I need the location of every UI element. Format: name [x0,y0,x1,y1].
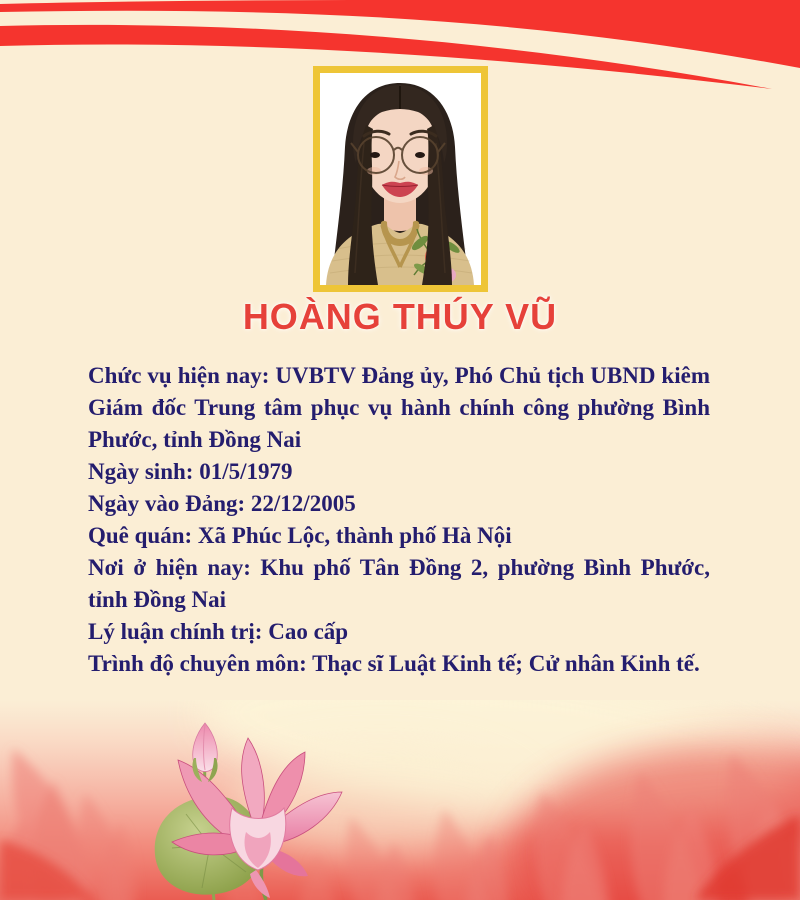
profile-field-hometown: Quê quán: Xã Phúc Lộc, thành phố Hà Nội [88,523,512,548]
profile-field-position: Chức vụ hiện nay: UVBTV Đảng ủy, Phó Chủ tịch UBND kiêm Giám đốc Trung tâm phục vụ hành chính công phường Bình Phước, tỉnh Đồng Nai [88,363,710,452]
profile-field-residence: Nơi ở hiện nay: Khu phố Tân Đồng 2, phường Bình Phước, tỉnh Đồng Nai [88,555,710,612]
portrait-photo [320,73,481,285]
lotus-decoration [0,700,800,900]
profile-field-party-join-date: Ngày vào Đảng: 22/12/2005 [88,491,356,516]
profile-field-education: Trình độ chuyên môn: Thạc sĩ Luật Kinh tế; Cử nhân Kinh tế. [88,651,700,676]
person-name: HOÀNG THÚY VŨ [242,296,558,337]
profile-details [88,360,710,680]
profile-field-birth-date: Ngày sinh: 01/5/1979 [88,459,293,484]
profile-field-political-theory: Lý luận chính trị: Cao cấp [88,619,349,644]
photo-frame [313,66,488,292]
